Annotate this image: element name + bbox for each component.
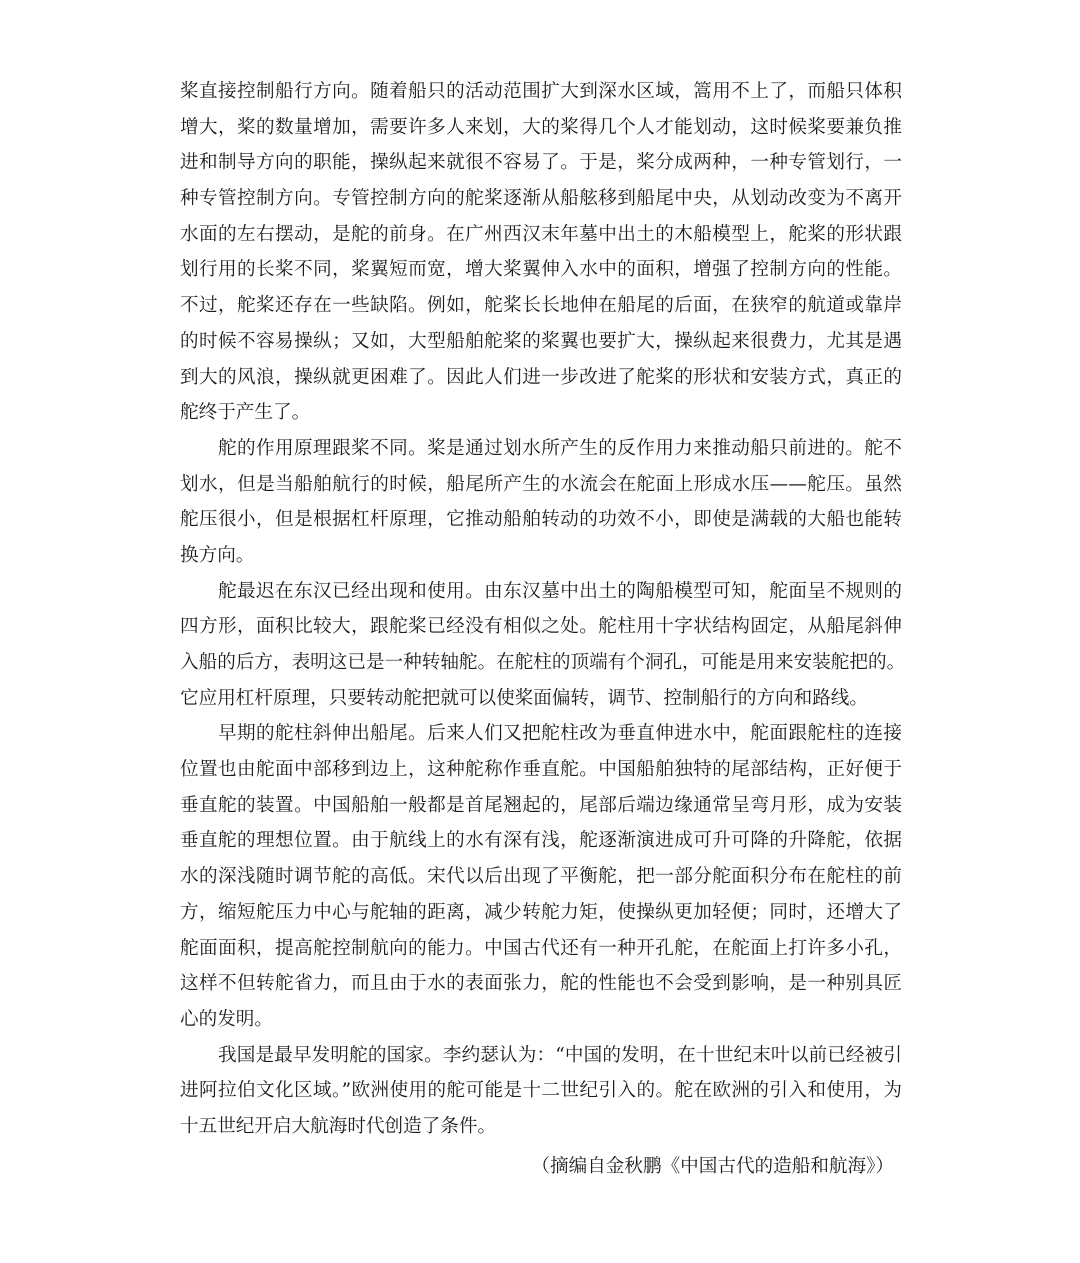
article-body — [180, 74, 906, 1145]
text-line: 的时候不容易操纵；又如，大型船舶舵桨的桨翼也要扩大，操纵起来很费力，尤其是遇 — [180, 330, 902, 352]
text-line: 垂直舵的装置。中国船舶一般都是首尾翘起的，尾部后端边缘通常呈弯月形，成为安装 — [180, 794, 902, 816]
text-line: 心的发明。 — [180, 1008, 273, 1030]
text-line: 增大，桨的数量增加，需要许多人来划，大的桨得几个人才能划动，这时候桨要兼负推 — [180, 116, 902, 138]
text-line: 水的深浅随时调节舵的高低。宋代以后出现了平衡舵，把一部分舵面积分布在舵柱的前 — [180, 866, 902, 888]
text-line: 垂直舵的理想位置。由于航线上的水有深有浅，舵逐渐演进成可升可降的升降舵，依据 — [180, 830, 902, 852]
text-line: 到大的风浪，操纵就更困难了。因此人们进一步改进了舵桨的形状和安装方式，真正的 — [180, 366, 902, 388]
article-page — [180, 74, 906, 1184]
text-line: 我国是最早发明舵的国家。李约瑟认为：“中国的发明，在十世纪末叶以前已经被引 — [218, 1044, 902, 1066]
text-line: 这样不但转舵省力，而且由于水的表面张力，舵的性能也不会受到影响，是一种别具匠 — [180, 973, 902, 995]
text-line: 换方向。 — [180, 544, 255, 566]
text-line: 舵的作用原理跟桨不同。桨是通过划水所产生的反作用力来推动船只前进的。舵不 — [218, 437, 902, 459]
text-line: 种专管控制方向。专管控制方向的舵桨逐渐从船舷移到船尾中央，从划动改变为不离开 — [180, 188, 902, 210]
text-line: 划行用的长桨不同，桨翼短而宽，增大桨翼伸入水中的面积，增强了控制方向的性能。 — [180, 259, 902, 281]
text-line: 十五世纪开启大航海时代创造了条件。 — [180, 1115, 497, 1137]
text-line: 舵终于产生了。 — [180, 402, 311, 424]
paragraph-p5 — [180, 1038, 902, 1145]
text-line: 方，缩短舵压力中心与舵轴的距离，减少转舵力矩，使操纵更加轻便；同时，还增大了 — [180, 901, 902, 923]
paragraph-p3 — [180, 574, 906, 717]
source-citation: （摘编自金秋鹏《中国古代的造船和航海》） — [531, 1155, 894, 1177]
paragraph-p2 — [180, 431, 902, 574]
text-line: 划水，但是当船舶航行的时候，船尾所产生的水流会在舵面上形成水压——舵压。虽然 — [180, 473, 902, 495]
text-line: 舵压很小，但是根据杠杆原理，它推动船舶转动的功效不小，即使是满载的大船也能转 — [180, 509, 902, 531]
text-line: 入船的后方，表明这已是一种转轴舵。在舵柱的顶端有个洞孔，可能是用来安装舵把的。 — [180, 652, 906, 673]
text-line: 早期的舵柱斜伸出船尾。后来人们又把舵柱改为垂直伸进水中，舵面跟舵柱的连接 — [218, 723, 902, 745]
text-line: 它应用杠杆原理，只要转动舵把就可以使桨面偏转，调节、控制船行的方向和路线。 — [180, 687, 868, 709]
text-line: 四方形，面积比较大，跟舵桨已经没有相似之处。舵柱用十字状结构固定，从船尾斜伸 — [180, 616, 902, 638]
text-line: 不过，舵桨还存在一些缺陷。例如，舵桨长长地伸在船尾的后面，在狭窄的航道或靠岸 — [180, 295, 902, 317]
paragraph-p1 — [180, 74, 902, 431]
text-line: 进阿拉伯文化区域。”欧洲使用的舵可能是十二世纪引入的。舵在欧洲的引入和使用，为 — [180, 1080, 902, 1102]
text-line: 进和制导方向的职能，操纵起来就很不容易了。于是，桨分成两种，一种专管划行，一 — [180, 152, 902, 174]
text-line: 舵最迟在东汉已经出现和使用。由东汉墓中出土的陶船模型可知，舵面呈不规则的 — [218, 580, 902, 602]
text-line: 桨直接控制船行方向。随着船只的活动范围扩大到深水区域，篙用不上了，而船只体积 — [180, 81, 902, 102]
text-line: 舵面面积，提高舵控制航向的能力。中国古代还有一种开孔舵，在舵面上打许多小孔， — [180, 937, 902, 959]
text-line: 位置也由舵面中部移到边上，这种舵称作垂直舵。中国船舶独特的尾部结构，正好便于 — [180, 759, 902, 781]
text-line: 水面的左右摆动，是舵的前身。在广州西汉末年墓中出土的木船模型上，舵桨的形状跟 — [180, 223, 902, 245]
paragraph-p4 — [180, 716, 902, 1037]
